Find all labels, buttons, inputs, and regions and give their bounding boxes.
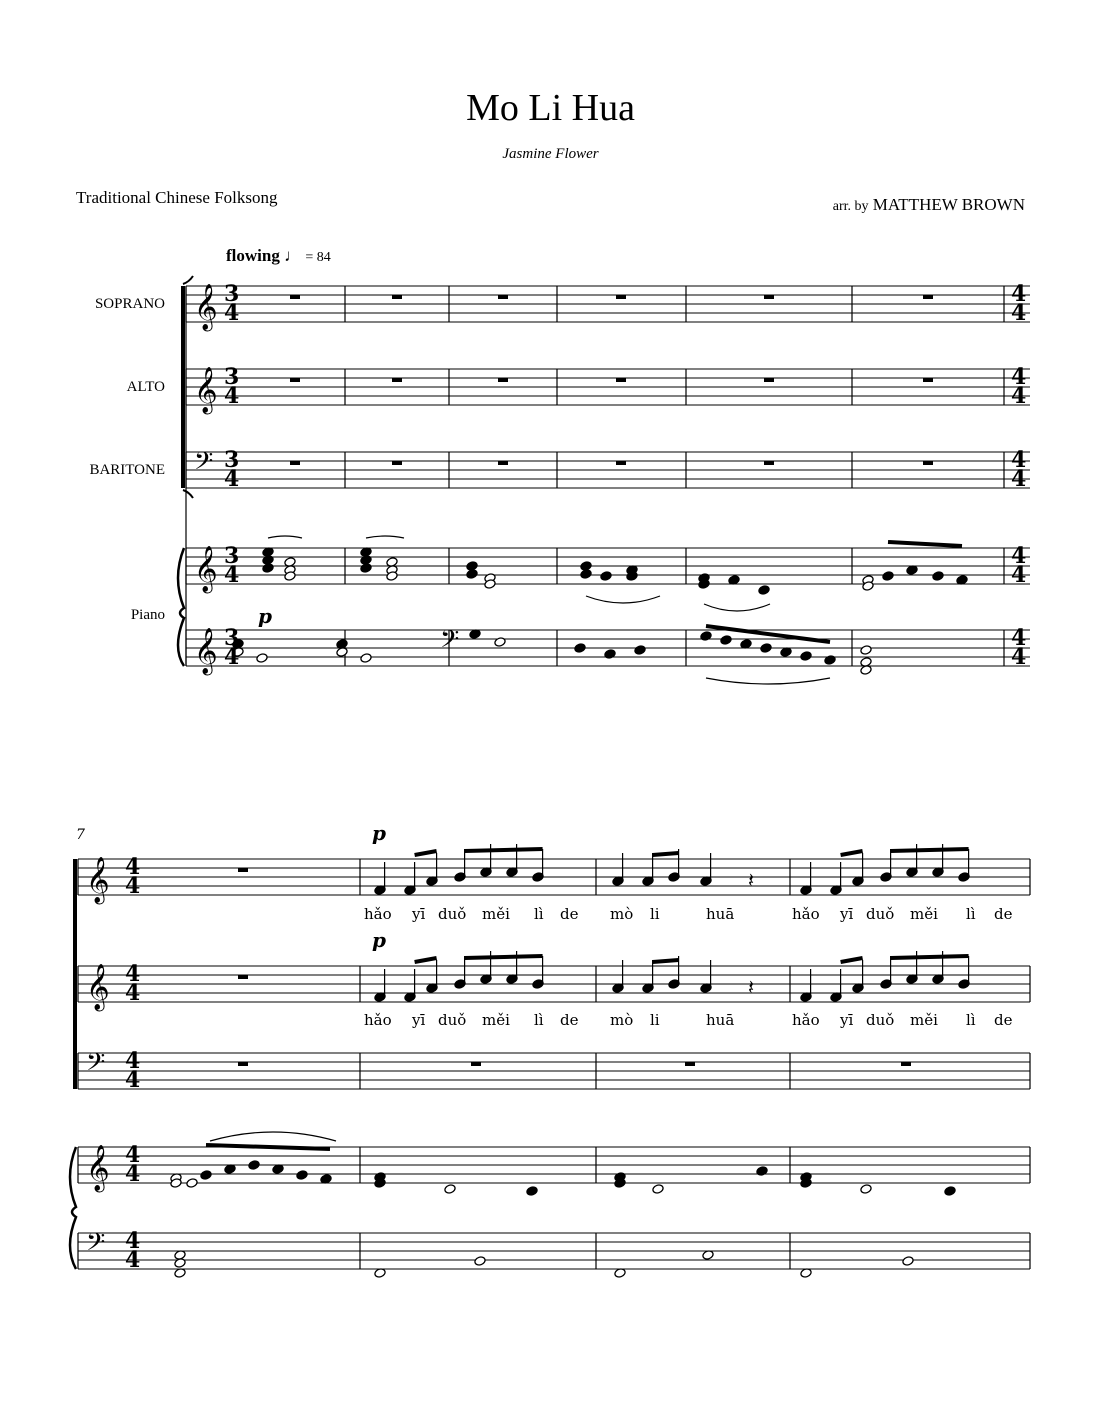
lyric: měi <box>910 905 938 923</box>
timesig-den: 4 <box>125 1161 141 1187</box>
whole-rest <box>238 1062 248 1066</box>
treble-clef-icon: 𝄞 <box>86 857 110 903</box>
whole-rest <box>238 975 248 979</box>
whole-rest <box>923 461 933 465</box>
whole-rest <box>764 461 774 465</box>
subtitle: Jasmine Flower <box>502 146 599 162</box>
lyric: hǎo <box>364 905 392 923</box>
notehead <box>882 571 894 582</box>
timesig-num: 4 <box>1011 447 1027 473</box>
whole-rest <box>290 461 300 465</box>
whole-rest <box>498 461 508 465</box>
notehead <box>758 585 770 596</box>
notehead <box>580 569 592 580</box>
notehead <box>634 645 646 656</box>
lyric: měi <box>482 1011 510 1029</box>
whole-rest <box>616 461 626 465</box>
lyric: de <box>560 905 579 923</box>
beam <box>891 849 969 851</box>
timesig-den: 4 <box>224 562 240 588</box>
whole-rest <box>498 295 508 299</box>
timesig-num: 3 <box>224 447 240 473</box>
lyric: lì <box>966 905 976 923</box>
treble-clef-icon: 𝄞 <box>86 964 110 1010</box>
notehead <box>186 1178 198 1189</box>
arranger-prefix: arr. by <box>832 199 869 214</box>
notehead <box>860 645 872 656</box>
lyric: yī <box>840 1011 854 1029</box>
score-text <box>76 281 1026 1273</box>
lyric: duǒ <box>866 905 895 923</box>
timesig-num: 4 <box>125 1228 141 1254</box>
lyric: huā <box>706 905 735 923</box>
lyric: duǒ <box>866 1011 895 1029</box>
label-soprano: SOPRANO <box>94 296 165 312</box>
beam <box>653 853 679 855</box>
whole-rest <box>392 295 402 299</box>
composer: Traditional Chinese Folksong <box>76 188 278 207</box>
whole-rest <box>392 461 402 465</box>
lyric: li <box>650 905 660 923</box>
notehead <box>902 1256 914 1267</box>
lyric: měi <box>910 1011 938 1029</box>
bass-clef-icon: 𝄢 <box>194 447 214 482</box>
tempo-word: flowing <box>226 246 280 265</box>
lyric: duǒ <box>438 905 467 923</box>
arranger-name: MATTHEW BROWN <box>872 195 1025 214</box>
bass-clef-icon: 𝄢 <box>86 1228 106 1263</box>
timesig-den: 4 <box>224 466 240 492</box>
timesig-num: 3 <box>224 543 240 569</box>
bass-clef-icon: 𝄢 <box>440 625 460 660</box>
timesig-den: 4 <box>1011 466 1027 492</box>
lyric: huā <box>706 1011 735 1029</box>
quarter-note-icon: ♩ <box>284 246 302 265</box>
timesig-num: 4 <box>1011 364 1027 390</box>
beam <box>888 542 962 546</box>
slur <box>366 536 404 538</box>
page-title: Mo Li Hua <box>466 87 635 129</box>
treble-clef-icon: 𝄞 <box>194 284 218 330</box>
notehead <box>466 569 478 580</box>
whole-rest <box>392 378 402 382</box>
timesig-num: 4 <box>125 1142 141 1168</box>
beam <box>465 849 543 851</box>
whole-rest <box>616 295 626 299</box>
beam <box>891 956 969 958</box>
whole-rest <box>290 295 300 299</box>
notehead <box>262 563 274 574</box>
whole-rest <box>764 295 774 299</box>
dynamic-soprano: p <box>372 821 386 845</box>
whole-rest <box>901 1062 911 1066</box>
notehead <box>360 563 372 574</box>
slur <box>268 536 302 538</box>
timesig-den: 4 <box>1011 562 1027 588</box>
timesig-num: 3 <box>224 625 240 651</box>
beam <box>206 1145 330 1149</box>
treble-clef-icon: 𝄞 <box>86 1145 110 1191</box>
lyric: lì <box>534 905 544 923</box>
lyric: de <box>560 1011 579 1029</box>
treble-clef-icon: 𝄞 <box>194 628 218 674</box>
lyric: de <box>994 905 1013 923</box>
staff-lines <box>78 286 1030 1269</box>
lyric: duǒ <box>438 1011 467 1029</box>
tempo-bpm: = 84 <box>305 250 331 265</box>
whole-rest <box>471 1062 481 1066</box>
notehead <box>652 1184 664 1195</box>
timesig-den: 4 <box>125 1067 141 1093</box>
quarter-rest-icon: 𝄽 <box>748 868 755 892</box>
lyric: mò <box>610 1011 634 1029</box>
treble-clef-icon: 𝄞 <box>194 367 218 413</box>
timesig-num: 3 <box>224 281 240 307</box>
timesig-den: 4 <box>125 873 141 899</box>
notehead <box>494 637 506 648</box>
notehead <box>174 1258 186 1269</box>
beam <box>415 851 437 855</box>
bass-clef-icon: 𝄢 <box>86 1048 106 1083</box>
notehead <box>700 631 712 642</box>
timesig-num: 3 <box>224 364 240 390</box>
notehead <box>604 649 616 660</box>
notehead <box>574 643 586 654</box>
measure-number: 7 <box>76 827 85 843</box>
bracket-hook <box>183 276 193 284</box>
dynamic-alto: p <box>372 928 386 952</box>
lyric: yī <box>840 905 854 923</box>
lyric: de <box>994 1011 1013 1029</box>
notehead <box>944 1186 956 1197</box>
slur <box>706 678 830 684</box>
bracket-hook <box>183 490 193 498</box>
piano-brace <box>70 1147 76 1269</box>
timesig-den: 4 <box>125 1247 141 1273</box>
timesig-num: 4 <box>1011 625 1027 651</box>
piano-brace <box>178 548 184 666</box>
notehead <box>932 571 944 582</box>
timesig-num: 4 <box>1011 281 1027 307</box>
whole-rest <box>685 1062 695 1066</box>
timesig-den: 4 <box>125 980 141 1006</box>
music-symbols <box>70 276 970 1278</box>
slur <box>210 1132 336 1141</box>
timesig-den: 4 <box>224 383 240 409</box>
timesig-num: 4 <box>125 961 141 987</box>
slur <box>586 596 660 603</box>
lyric: hǎo <box>792 905 820 923</box>
lyric: yī <box>412 1011 426 1029</box>
lyric: li <box>650 1011 660 1029</box>
lyric: měi <box>482 905 510 923</box>
timesig-num: 4 <box>1011 543 1027 569</box>
timesig-num: 4 <box>125 854 141 880</box>
notehead <box>248 1160 260 1171</box>
beam <box>841 851 863 855</box>
whole-rest <box>923 295 933 299</box>
timesig-den: 4 <box>1011 383 1027 409</box>
notehead <box>760 643 772 654</box>
notehead <box>600 571 612 582</box>
beam <box>415 958 437 962</box>
lyric: lì <box>534 1011 544 1029</box>
notehead <box>256 653 268 664</box>
lyric: yī <box>412 905 426 923</box>
whole-rest <box>498 378 508 382</box>
timesig-den: 4 <box>1011 300 1027 326</box>
whole-rest <box>616 378 626 382</box>
label-baritone: BARITONE <box>89 462 165 478</box>
notehead <box>200 1170 212 1181</box>
whole-rest <box>923 378 933 382</box>
notehead <box>720 635 732 646</box>
lyric: hǎo <box>792 1011 820 1029</box>
label-piano: Piano <box>130 607 165 623</box>
treble-clef-icon: 𝄞 <box>194 546 218 592</box>
notehead <box>296 1170 308 1181</box>
lyric: lì <box>966 1011 976 1029</box>
label-alto: ALTO <box>126 379 165 395</box>
beam <box>653 960 679 962</box>
whole-rest <box>764 378 774 382</box>
notehead <box>860 1184 872 1195</box>
whole-rest <box>238 868 248 872</box>
timesig-num: 4 <box>125 1048 141 1074</box>
slur <box>704 604 770 611</box>
timesig-den: 4 <box>224 644 240 670</box>
notehead <box>800 651 812 662</box>
lyric: hǎo <box>364 1011 392 1029</box>
whole-rest <box>290 378 300 382</box>
notehead <box>756 1166 768 1177</box>
timesig-den: 4 <box>224 300 240 326</box>
lyric: mò <box>610 905 634 923</box>
notehead <box>824 655 836 666</box>
quarter-rest-icon: 𝄽 <box>748 975 755 999</box>
beam <box>841 958 863 962</box>
beam <box>465 956 543 958</box>
notehead <box>360 653 372 664</box>
notehead <box>474 1256 486 1267</box>
notehead <box>444 1184 456 1195</box>
notehead <box>526 1186 538 1197</box>
dynamic-piano: p <box>258 604 272 628</box>
timesig-den: 4 <box>1011 644 1027 670</box>
